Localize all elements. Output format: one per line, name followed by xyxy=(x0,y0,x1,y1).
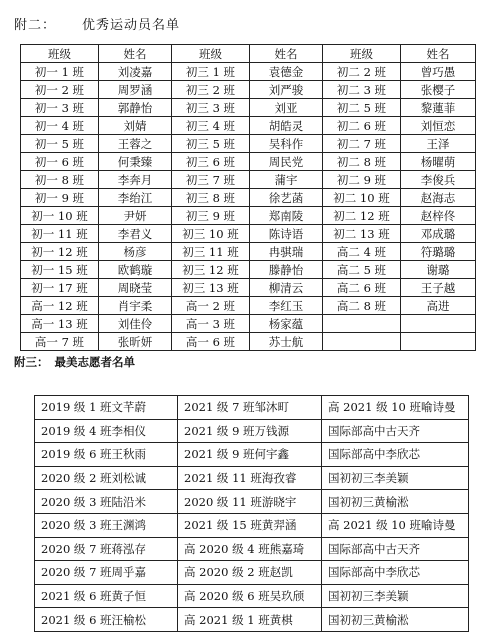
class-cell: 初三 3 班 xyxy=(172,99,250,117)
class-cell: 高二 6 班 xyxy=(323,279,401,297)
volunteer-cell: 2021 级 9 班万钱源 xyxy=(178,419,322,443)
name-cell: 欧鹤璇 xyxy=(99,261,172,279)
name-cell: 杨彦 xyxy=(99,243,172,261)
class-cell: 初三 8 班 xyxy=(172,189,250,207)
name-cell: 刘恒恋 xyxy=(401,117,476,135)
volunteer-cell: 2020 级 11 班游晓宇 xyxy=(178,490,322,514)
class-cell: 高一 7 班 xyxy=(21,333,99,351)
volunteer-cell: 高 2021 级 1 班黄棋 xyxy=(178,608,322,632)
section1-heading xyxy=(14,14,180,33)
volunteer-cell: 2021 级 15 班黄羿涵 xyxy=(178,513,322,537)
volunteer-cell: 高 2021 级 10 班喻诗曼 xyxy=(322,513,469,537)
volunteer-cell: 国初初三黄榆淞 xyxy=(322,490,469,514)
volunteer-cell: 2020 级 7 班蒋泓存 xyxy=(35,537,178,561)
section1-title: 优秀运动员名单 xyxy=(82,18,181,33)
volunteer-row xyxy=(35,443,469,467)
name-cell: 王蓉之 xyxy=(99,135,172,153)
athlete-row xyxy=(21,153,476,171)
name-cell: 张昕妍 xyxy=(99,333,172,351)
class-cell: 初二 10 班 xyxy=(323,189,401,207)
header-class: 班级 xyxy=(323,45,401,63)
class-cell: 初三 4 班 xyxy=(172,117,250,135)
volunteer-cell: 2021 级 11 班海孜睿 xyxy=(178,466,322,490)
volunteer-row xyxy=(35,513,469,537)
athletes-table xyxy=(20,44,476,351)
section1-label: 附二： xyxy=(14,18,57,33)
name-cell: 杨曜萌 xyxy=(401,153,476,171)
name-cell: 尹妍 xyxy=(99,207,172,225)
athlete-row xyxy=(21,225,476,243)
name-cell: 蒲宇 xyxy=(250,171,323,189)
name-cell: 何秉臻 xyxy=(99,153,172,171)
athlete-row xyxy=(21,99,476,117)
athlete-row xyxy=(21,297,476,315)
class-cell: 初一 4 班 xyxy=(21,117,99,135)
class-cell: 初一 10 班 xyxy=(21,207,99,225)
volunteer-row xyxy=(35,561,469,585)
class-cell: 初一 6 班 xyxy=(21,153,99,171)
volunteer-row xyxy=(35,537,469,561)
header-name: 姓名 xyxy=(99,45,172,63)
class-cell: 初一 17 班 xyxy=(21,279,99,297)
volunteer-row xyxy=(35,490,469,514)
volunteer-row xyxy=(35,466,469,490)
athlete-row xyxy=(21,207,476,225)
class-cell: 初二 12 班 xyxy=(323,207,401,225)
class-cell: 初二 3 班 xyxy=(323,81,401,99)
class-cell: 初二 5 班 xyxy=(323,99,401,117)
volunteer-cell: 国际部高中李欣芯 xyxy=(322,561,469,585)
name-cell: 滕静怡 xyxy=(250,261,323,279)
name-cell: 李俊兵 xyxy=(401,171,476,189)
name-cell: 赵梓佟 xyxy=(401,207,476,225)
volunteer-cell: 2021 级 7 班邹沐町 xyxy=(178,396,322,420)
name-cell: 赵海志 xyxy=(401,189,476,207)
class-cell: 高二 5 班 xyxy=(323,261,401,279)
name-cell: 刘严骏 xyxy=(250,81,323,99)
section2-heading xyxy=(14,354,135,370)
name-cell: 李君义 xyxy=(99,225,172,243)
athlete-row xyxy=(21,243,476,261)
class-cell: 初二 8 班 xyxy=(323,153,401,171)
name-cell: 李红玉 xyxy=(250,297,323,315)
volunteer-cell: 2021 级 6 班汪榆松 xyxy=(35,608,178,632)
class-cell: 初二 6 班 xyxy=(323,117,401,135)
name-cell: 黎蓮菲 xyxy=(401,99,476,117)
class-cell: 初三 13 班 xyxy=(172,279,250,297)
name-cell: 邓成璐 xyxy=(401,225,476,243)
name-cell: 陈诗语 xyxy=(250,225,323,243)
name-cell: 刘佳伶 xyxy=(99,315,172,333)
name-cell: 吴科作 xyxy=(250,135,323,153)
volunteers-table xyxy=(34,395,469,632)
volunteer-cell: 2019 级 4 班李相仪 xyxy=(35,419,178,443)
name-cell: 袁德金 xyxy=(250,63,323,81)
header-class: 班级 xyxy=(21,45,99,63)
name-cell: 王泽 xyxy=(401,135,476,153)
volunteer-cell: 2020 级 7 班周乎嘉 xyxy=(35,561,178,585)
header-name: 姓名 xyxy=(250,45,323,63)
class-cell: 高一 13 班 xyxy=(21,315,99,333)
class-cell: 初三 11 班 xyxy=(172,243,250,261)
name-cell: 谢璐 xyxy=(401,261,476,279)
name-cell: 周民党 xyxy=(250,153,323,171)
class-cell: 初三 2 班 xyxy=(172,81,250,99)
volunteer-cell: 高 2020 级 4 班熊嘉琦 xyxy=(178,537,322,561)
athlete-row xyxy=(21,135,476,153)
class-cell: 初一 1 班 xyxy=(21,63,99,81)
name-cell: 柳清云 xyxy=(250,279,323,297)
volunteer-row xyxy=(35,396,469,420)
name-cell: 胡皓灵 xyxy=(250,117,323,135)
athlete-row xyxy=(21,333,476,351)
name-cell: 肖宇柔 xyxy=(99,297,172,315)
name-cell: 郭静怡 xyxy=(99,99,172,117)
athlete-row xyxy=(21,63,476,81)
athlete-row xyxy=(21,315,476,333)
name-cell: 曾巧愚 xyxy=(401,63,476,81)
volunteer-row xyxy=(35,608,469,632)
name-cell: 徐艺菡 xyxy=(250,189,323,207)
volunteer-row xyxy=(35,584,469,608)
athlete-row xyxy=(21,117,476,135)
section2-label: 附三： xyxy=(14,355,49,369)
class-cell: 初二 7 班 xyxy=(323,135,401,153)
class-cell: 初三 9 班 xyxy=(172,207,250,225)
volunteer-cell: 国初初三李美颖 xyxy=(322,466,469,490)
name-cell: 冉骐瑞 xyxy=(250,243,323,261)
class-cell: 初三 1 班 xyxy=(172,63,250,81)
class-cell: 初三 6 班 xyxy=(172,153,250,171)
volunteer-cell: 高 2021 级 10 班喻诗曼 xyxy=(322,396,469,420)
class-cell: 初三 10 班 xyxy=(172,225,250,243)
volunteer-cell: 2020 级 2 班刘松诚 xyxy=(35,466,178,490)
class-cell: 初一 15 班 xyxy=(21,261,99,279)
name-cell: 刘亚 xyxy=(250,99,323,117)
name-cell: 符璐璐 xyxy=(401,243,476,261)
class-cell xyxy=(323,315,401,333)
volunteer-cell: 2021 级 6 班黄子恒 xyxy=(35,584,178,608)
class-cell: 初二 2 班 xyxy=(323,63,401,81)
class-cell: 高一 3 班 xyxy=(172,315,250,333)
class-cell: 高一 6 班 xyxy=(172,333,250,351)
class-cell: 初一 3 班 xyxy=(21,99,99,117)
class-cell: 初二 9 班 xyxy=(323,171,401,189)
athlete-row xyxy=(21,261,476,279)
volunteer-cell: 国初初三李美颖 xyxy=(322,584,469,608)
athlete-row xyxy=(21,279,476,297)
class-cell: 初一 11 班 xyxy=(21,225,99,243)
name-cell: 王子越 xyxy=(401,279,476,297)
volunteer-cell: 国际部高中古天齐 xyxy=(322,419,469,443)
class-cell: 初一 2 班 xyxy=(21,81,99,99)
volunteer-cell: 2020 级 3 班陆沿米 xyxy=(35,490,178,514)
volunteer-cell: 2019 级 6 班王秋雨 xyxy=(35,443,178,467)
class-cell: 高一 2 班 xyxy=(172,297,250,315)
athlete-row xyxy=(21,81,476,99)
class-cell: 初三 12 班 xyxy=(172,261,250,279)
class-cell: 高二 8 班 xyxy=(323,297,401,315)
volunteer-cell: 国初初三黄榆淞 xyxy=(322,608,469,632)
class-cell: 初三 5 班 xyxy=(172,135,250,153)
class-cell: 初一 8 班 xyxy=(21,171,99,189)
volunteer-cell: 2020 级 3 班王渊鸿 xyxy=(35,513,178,537)
class-cell: 初一 9 班 xyxy=(21,189,99,207)
class-cell: 初一 5 班 xyxy=(21,135,99,153)
name-cell: 李绐江 xyxy=(99,189,172,207)
header-name: 姓名 xyxy=(401,45,476,63)
volunteer-cell: 高 2020 级 2 班赵凯 xyxy=(178,561,322,585)
name-cell: 郑南陵 xyxy=(250,207,323,225)
class-cell xyxy=(323,333,401,351)
name-cell: 刘凌嘉 xyxy=(99,63,172,81)
athletes-header-row xyxy=(21,45,476,63)
volunteer-row xyxy=(35,419,469,443)
name-cell: 李奔月 xyxy=(99,171,172,189)
class-cell: 高二 4 班 xyxy=(323,243,401,261)
volunteer-cell: 2021 级 9 班何宇鑫 xyxy=(178,443,322,467)
name-cell: 周晓莹 xyxy=(99,279,172,297)
athlete-row xyxy=(21,189,476,207)
name-cell: 刘婧 xyxy=(99,117,172,135)
volunteer-cell: 高 2020 级 6 班吴玖颀 xyxy=(178,584,322,608)
class-cell: 初二 13 班 xyxy=(323,225,401,243)
header-class: 班级 xyxy=(172,45,250,63)
class-cell: 高一 12 班 xyxy=(21,297,99,315)
name-cell: 杨家蕴 xyxy=(250,315,323,333)
volunteer-cell: 国际部高中李欣芯 xyxy=(322,443,469,467)
volunteer-cell: 2019 级 1 班文芊蔚 xyxy=(35,396,178,420)
volunteer-cell: 国际部高中古天齐 xyxy=(322,537,469,561)
name-cell: 高进 xyxy=(401,297,476,315)
athlete-row xyxy=(21,171,476,189)
name-cell: 周罗涵 xyxy=(99,81,172,99)
name-cell: 张樱子 xyxy=(401,81,476,99)
name-cell xyxy=(401,333,476,351)
class-cell: 初三 7 班 xyxy=(172,171,250,189)
class-cell: 初一 12 班 xyxy=(21,243,99,261)
section2-title: 最美志愿者名单 xyxy=(54,355,135,369)
name-cell: 苏士航 xyxy=(250,333,323,351)
name-cell xyxy=(401,315,476,333)
